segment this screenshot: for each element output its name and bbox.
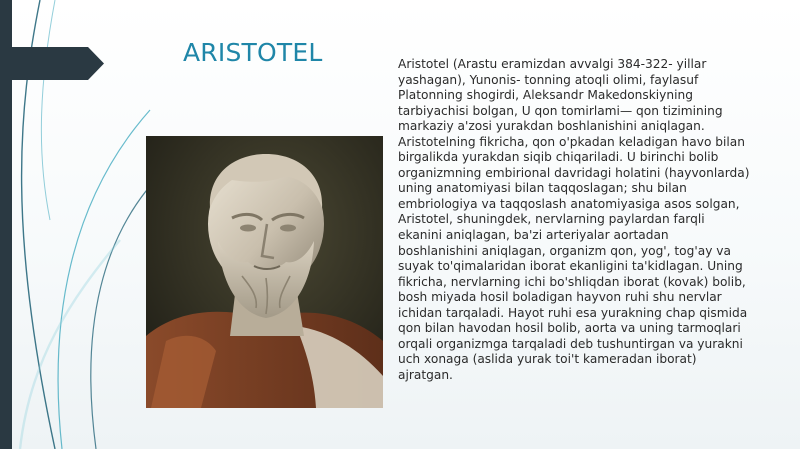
slide-title: ARISTOTEL (183, 38, 323, 67)
arrow-tag-icon (0, 47, 104, 80)
aristotle-bust-image (146, 136, 383, 408)
biography-paragraph: Aristotel (Arastu eramizdan avvalgi 384-322- yillar yashagan), Yunonis- tonning atoqli olimi, faylasuf Platonning shogirdi, Aleksandr Makedonskiyning tarbiyachisi bolgan, U qon tomirlami— qon tizimining markaziy a'zosi yurakdan boshlanishini aniqlagan. Aristotelning fikricha, qon o'pkadan keladigan havo bilan birgalikda yurakdan siqib chiqariladi. U birinchi bolib organizmning embirional davridagi holatini (hayvonlarda) uning anatomiyasi bilan taqqoslagan; shu bilan embriologiya va taqqoslash anatomiyasiga asos solgan, Aristotel, shuningdek, nervlarning paylardan farqli ekanini aniqlagan, ba'zi arteriyalar aortadan boshlanishini aniqlagan, organizm qon, yog', tog'ay va suyak to'qimalaridan iborat ekanligini ta'kidlagan. Uning fikricha, nervlarning ichi bo'shliqdan iborat (kovak) bolib, bosh miyada hosil boladigan hayvon ruhi shu nervlar ichidan tarqaladi. Hayot ruhi esa yurakning chap qismida qon bilan havodan hosil bolib, aorta va uning tarmoqlari orqali organizmga tarqaladi deb tushuntirgan va yurakni uch xonaga (aslida yurak toi't kameradan iborat) ajratgan. (398, 57, 750, 382)
